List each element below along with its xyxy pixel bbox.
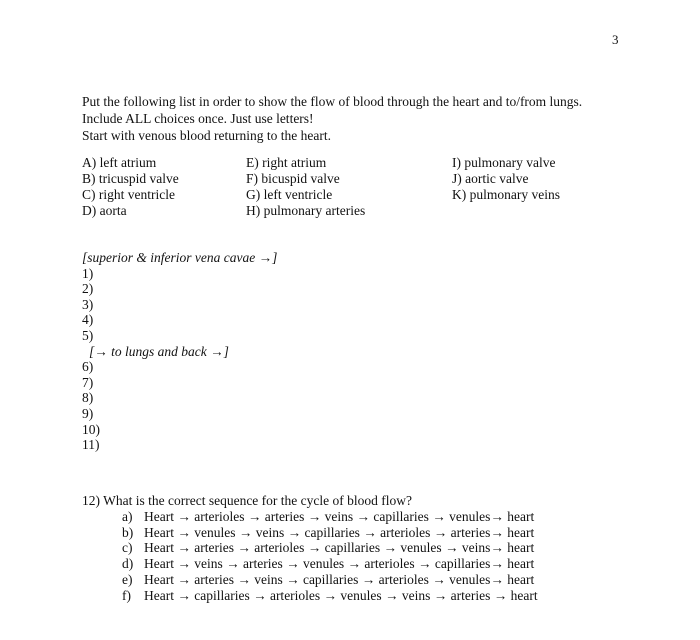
answer-blank: 2) [82, 281, 94, 297]
option-letter: b) [122, 524, 134, 540]
choice-item: K) pulmonary veins [452, 187, 560, 202]
option-text: Heart → arteries → veins → capillaries → arterioles → venules→ heart [144, 571, 535, 587]
question-options [82, 509, 538, 604]
question-prompt: 12) What is the correct sequence for the cycle of blood flow? [82, 493, 412, 508]
option-letter: c) [122, 540, 133, 556]
option-letter: d) [122, 556, 134, 572]
page-number: 3 [612, 32, 619, 47]
option-text: Heart → veins → arteries → venules → arterioles → capillaries→ heart [144, 556, 535, 572]
vena-cavae-note: [superior & inferior vena cavae →] [82, 250, 278, 265]
question-12 [82, 493, 538, 604]
option-text: Heart → capillaries → arterioles → venules → veins → arteries → heart [144, 587, 538, 603]
answer-blank: 3) [82, 296, 94, 312]
choice-item: I) pulmonary valve [452, 155, 556, 170]
answer-blank: 6) [82, 359, 94, 375]
option-text: Heart → arterioles → arteries → veins → capillaries → venules→ heart [144, 508, 535, 524]
option-row [122, 509, 538, 525]
answer-blank: 10) [82, 421, 100, 437]
choice-item: A) left atrium [82, 155, 157, 170]
answer-blank: 8) [82, 390, 94, 406]
sequence-answer-list [82, 250, 277, 453]
answer-blank: 11) [82, 437, 100, 453]
option-text: Heart → arteries → arterioles → capillaries → venules → veins→ heart [144, 540, 535, 556]
choices-column-3 [452, 155, 560, 203]
option-text: Heart → venules → veins → capillaries → arterioles → arteries→ heart [144, 524, 535, 540]
choice-item: J) aortic valve [452, 171, 529, 186]
option-row [122, 556, 538, 572]
choices-column-1 [82, 155, 179, 219]
choice-item: F) bicuspid valve [246, 171, 340, 186]
choice-item: D) aorta [82, 203, 127, 218]
instruction-line: Put the following list in order to show the flow of blood through the heart and to/from lungs. [82, 94, 583, 109]
option-row [122, 572, 538, 588]
instruction-line: Start with venous blood returning to the heart. [82, 128, 331, 143]
choice-item: B) tricuspid valve [82, 171, 179, 186]
choices-column-2 [246, 155, 365, 219]
instructions [82, 93, 642, 144]
choice-item: C) right ventricle [82, 187, 175, 202]
choice-item: G) left ventricle [246, 187, 333, 202]
answer-blank: 5) [82, 327, 94, 343]
answer-blank: 4) [82, 312, 94, 328]
instruction-line: Include ALL choices once. Just use letters! [82, 111, 314, 126]
option-row [122, 588, 538, 604]
answer-blank: 9) [82, 405, 94, 421]
option-letter: a) [122, 508, 133, 524]
lungs-note: [→ to lungs and back →] [89, 343, 229, 359]
answer-blank: 7) [82, 374, 94, 390]
choice-item: H) pulmonary arteries [246, 203, 366, 218]
option-letter: e) [122, 571, 133, 587]
answer-blank: 1) [82, 265, 94, 281]
option-row [122, 540, 538, 556]
option-row [122, 525, 538, 541]
choice-item: E) right atrium [246, 155, 327, 170]
option-letter: f) [122, 587, 131, 603]
